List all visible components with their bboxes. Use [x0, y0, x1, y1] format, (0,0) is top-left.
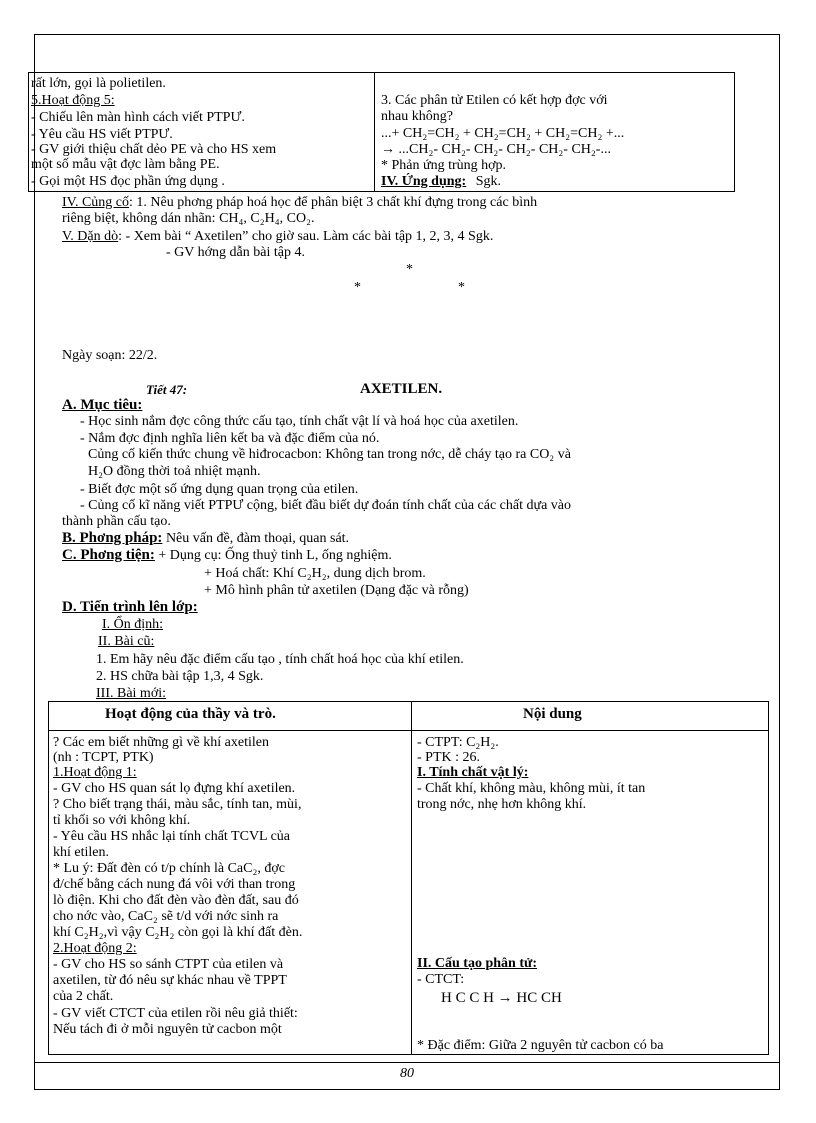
activity-line-1: ? Các em biết những gì về khí axetilen — [53, 735, 269, 750]
left-line-3: - Chiếu lên màn hình cách viết PTPƯ. — [31, 110, 245, 125]
left-line-4: - Yêu cầu HS viết PTPƯ. — [31, 127, 173, 142]
method-line — [62, 531, 349, 546]
activity-line-7: - Yêu cầu HS nhắc lại tính chất TCVL của — [53, 829, 291, 844]
activity-line-15: - GV cho HS so sánh CTPT của etilen và — [53, 957, 284, 972]
review-question-1: 1. Em hãy nêu đặc điểm cấu tạo , tính chất hoá học của khí etilen. — [96, 652, 464, 667]
homework-line-2: - GV hớng dẫn bài tập 4. — [166, 245, 305, 260]
left-line-5: - GV giới thiệu chất dẻo PE và cho HS xem — [31, 142, 277, 157]
materials-item-2: + Hoá chất: Khí C₂H₂, dung dịch brom. — [204, 566, 426, 581]
activity-line-17: của 2 chất. — [53, 989, 114, 1004]
page-number: 80 — [400, 1066, 414, 1081]
right-line-2: nhau không? — [381, 109, 453, 124]
content-feature: * Đặc điểm: Giữa 2 nguyên tử cacbon có ba — [417, 1038, 664, 1053]
activity-line-11: lò điện. Khi cho đất đèn vào đèn đất, sau đó — [53, 893, 299, 908]
activity-line-12: cho nớc vào, CaC₂ sẽ t/d với nớc sinh ra — [53, 909, 279, 924]
objective-4: H₂O đồng thời toả nhiệt mạnh. — [88, 464, 261, 479]
content-physical-1: - Chất khí, không màu, không mùi, ít tan — [417, 781, 646, 796]
consolidation-text: : 1. Nêu phơng pháp hoá học để phân biệt 3 chất khí đựng trong các bình — [129, 195, 538, 210]
objective-6: - Củng cố kĩ năng viết PTPƯ cộng, biết đầu biết dự đoán tính chất của các chất dựa vào — [80, 498, 572, 513]
content-ctct: - CTCT: — [417, 972, 465, 987]
objective-2: - Nắm đợc định nghĩa liên kết ba và đặc điểm của nó. — [80, 431, 380, 446]
consolidation-line-2: riêng biệt, không dán nhãn: CH₄, C₂H₄, CO₂. — [62, 211, 315, 226]
homework-line-1 — [62, 229, 493, 244]
header-content: Nội dung — [523, 706, 582, 722]
activity-line-16: axetilen, từ đó nêu sự khác nhau về TPPT — [53, 973, 287, 988]
materials-heading: C. Phơng tiện: — [62, 547, 155, 563]
header-rule — [49, 730, 768, 731]
column-divider — [411, 702, 412, 1054]
divider-star-1: * — [406, 262, 413, 277]
content-physical-heading: I. Tính chất vật lý: — [417, 765, 529, 780]
activity-line-3: 1.Hoạt động 1: — [53, 765, 137, 780]
activity-line-8: khí etilen. — [53, 845, 109, 860]
objective-1: - Học sinh nắm đợc công thức cấu tạo, tính chất vật lí và hoá học của axetilen. — [80, 414, 519, 429]
prep-date: Ngày soạn: 22/2. — [62, 348, 158, 363]
consolidation-line-1 — [62, 195, 537, 210]
right-line-1: 3. Các phân tử Etilen có kết hợp đợc với — [381, 93, 608, 108]
objective-3: Củng cố kiến thức chung về hiđrocacbon: Không tan trong nớc, dễ cháy tạo ra CO₂ và — [88, 447, 571, 462]
activity-line-2: (nh : TCPT, PTK) — [53, 750, 154, 765]
activity-line-9: * Lu ý: Đất đèn có t/p chính là CaC₂, đợc — [53, 861, 285, 876]
right-line-5: * Phản ứng trùng hợp. — [381, 158, 507, 173]
left-line-6: một số mẫu vật đợc làm bằng PE. — [31, 157, 220, 172]
method-text: Nêu vấn đề, đàm thoại, quan sát. — [162, 531, 350, 546]
homework-text: : - Xem bài “ Axetilen” cho giờ sau. Làm các bài tập 1, 2, 3, 4 Sgk. — [118, 229, 494, 244]
objectives-heading: A. Mục tiêu: — [62, 397, 143, 413]
step-1: I. Ổn định: — [102, 617, 164, 632]
right-line-6 — [381, 175, 501, 190]
left-line-7: - Gọi một HS đọc phần ứng dụng . — [31, 174, 225, 189]
table-divider — [374, 73, 375, 191]
usage-heading: IV. Ứng dụng: — [381, 174, 467, 189]
method-heading: B. Phơng pháp: — [62, 530, 163, 546]
lesson-title: AXETILEN. — [360, 381, 443, 397]
homework-label: V. Dặn dò — [62, 229, 119, 244]
procedure-heading: D. Tiến trình lên lớp: — [62, 599, 198, 615]
content-mass: - PTK : 26. — [417, 750, 480, 765]
materials-item-1: + Dụng cụ: Ống thuỷ tinh L, ống nghiệm. — [154, 548, 392, 563]
divider-star-2: * — [354, 280, 361, 295]
content-structure-formula: H C C H → HC CH — [441, 990, 562, 1006]
header-activities: Hoạt động của thầy và trò. — [105, 706, 276, 722]
activity-line-5: ? Cho biết trạng thái, màu sắc, tính tan, mùi, — [53, 797, 302, 812]
content-formula: - CTPT: C₂H₂. — [417, 735, 499, 750]
objective-7: thành phần cấu tạo. — [62, 514, 171, 529]
divider-star-3: * — [458, 280, 465, 295]
materials-line — [62, 548, 392, 563]
activity-line-6: tỉ khối so với không khí. — [53, 813, 191, 828]
objective-5: - Biết đợc một số ứng dụng quan trọng của etilen. — [80, 482, 359, 497]
activity-line-4: - GV cho HS quan sát lọ đựng khí axetilen. — [53, 781, 296, 796]
step-3: III. Bài mới: — [96, 686, 166, 701]
activity-line-14: 2.Hoạt động 2: — [53, 941, 137, 956]
right-line-3: ...+ CH₂=CH₂ + CH₂=CH₂ + CH₂=CH₂ +... — [381, 126, 625, 141]
continuation-table — [28, 72, 735, 192]
content-physical-2: trong nớc, nhẹ hơn không khí. — [417, 797, 587, 812]
consolidation-label: IV. Củng cố — [62, 195, 130, 210]
content-structure-heading: II. Cấu tạo phân tử: — [417, 956, 538, 971]
lesson-table — [48, 701, 769, 1055]
usage-text: Sgk. — [475, 174, 501, 189]
activity-line-19: Nếu tách đi ở mỗi nguyên tử cacbon một — [53, 1022, 282, 1037]
activity-line-10: đ/chế bằng cách nung đá vôi với than trong — [53, 877, 296, 892]
materials-item-3: + Mô hình phân tử axetilen (Dạng đặc và rỗng) — [204, 583, 469, 598]
review-question-2: 2. HS chữa bài tập 1,3, 4 Sgk. — [96, 669, 264, 684]
step-2: II. Bài cũ: — [98, 634, 155, 649]
footer-rule — [34, 1062, 780, 1063]
lesson-number: Tiết 47: — [146, 382, 188, 397]
left-line-2: 5.Hoạt động 5: — [31, 93, 115, 108]
activity-line-13: khí C₂H₂,vì vậy C₂H₂ còn gọi là khí đất đèn. — [53, 925, 303, 940]
activity-line-18: - GV viết CTCT của etilen rồi nêu giả thiết: — [53, 1006, 298, 1021]
right-line-4: → ...CH₂- CH₂- CH₂- CH₂- CH₂- CH₂-... — [381, 142, 611, 157]
left-line-1: rất lớn, gọi là polietilen. — [31, 76, 166, 91]
